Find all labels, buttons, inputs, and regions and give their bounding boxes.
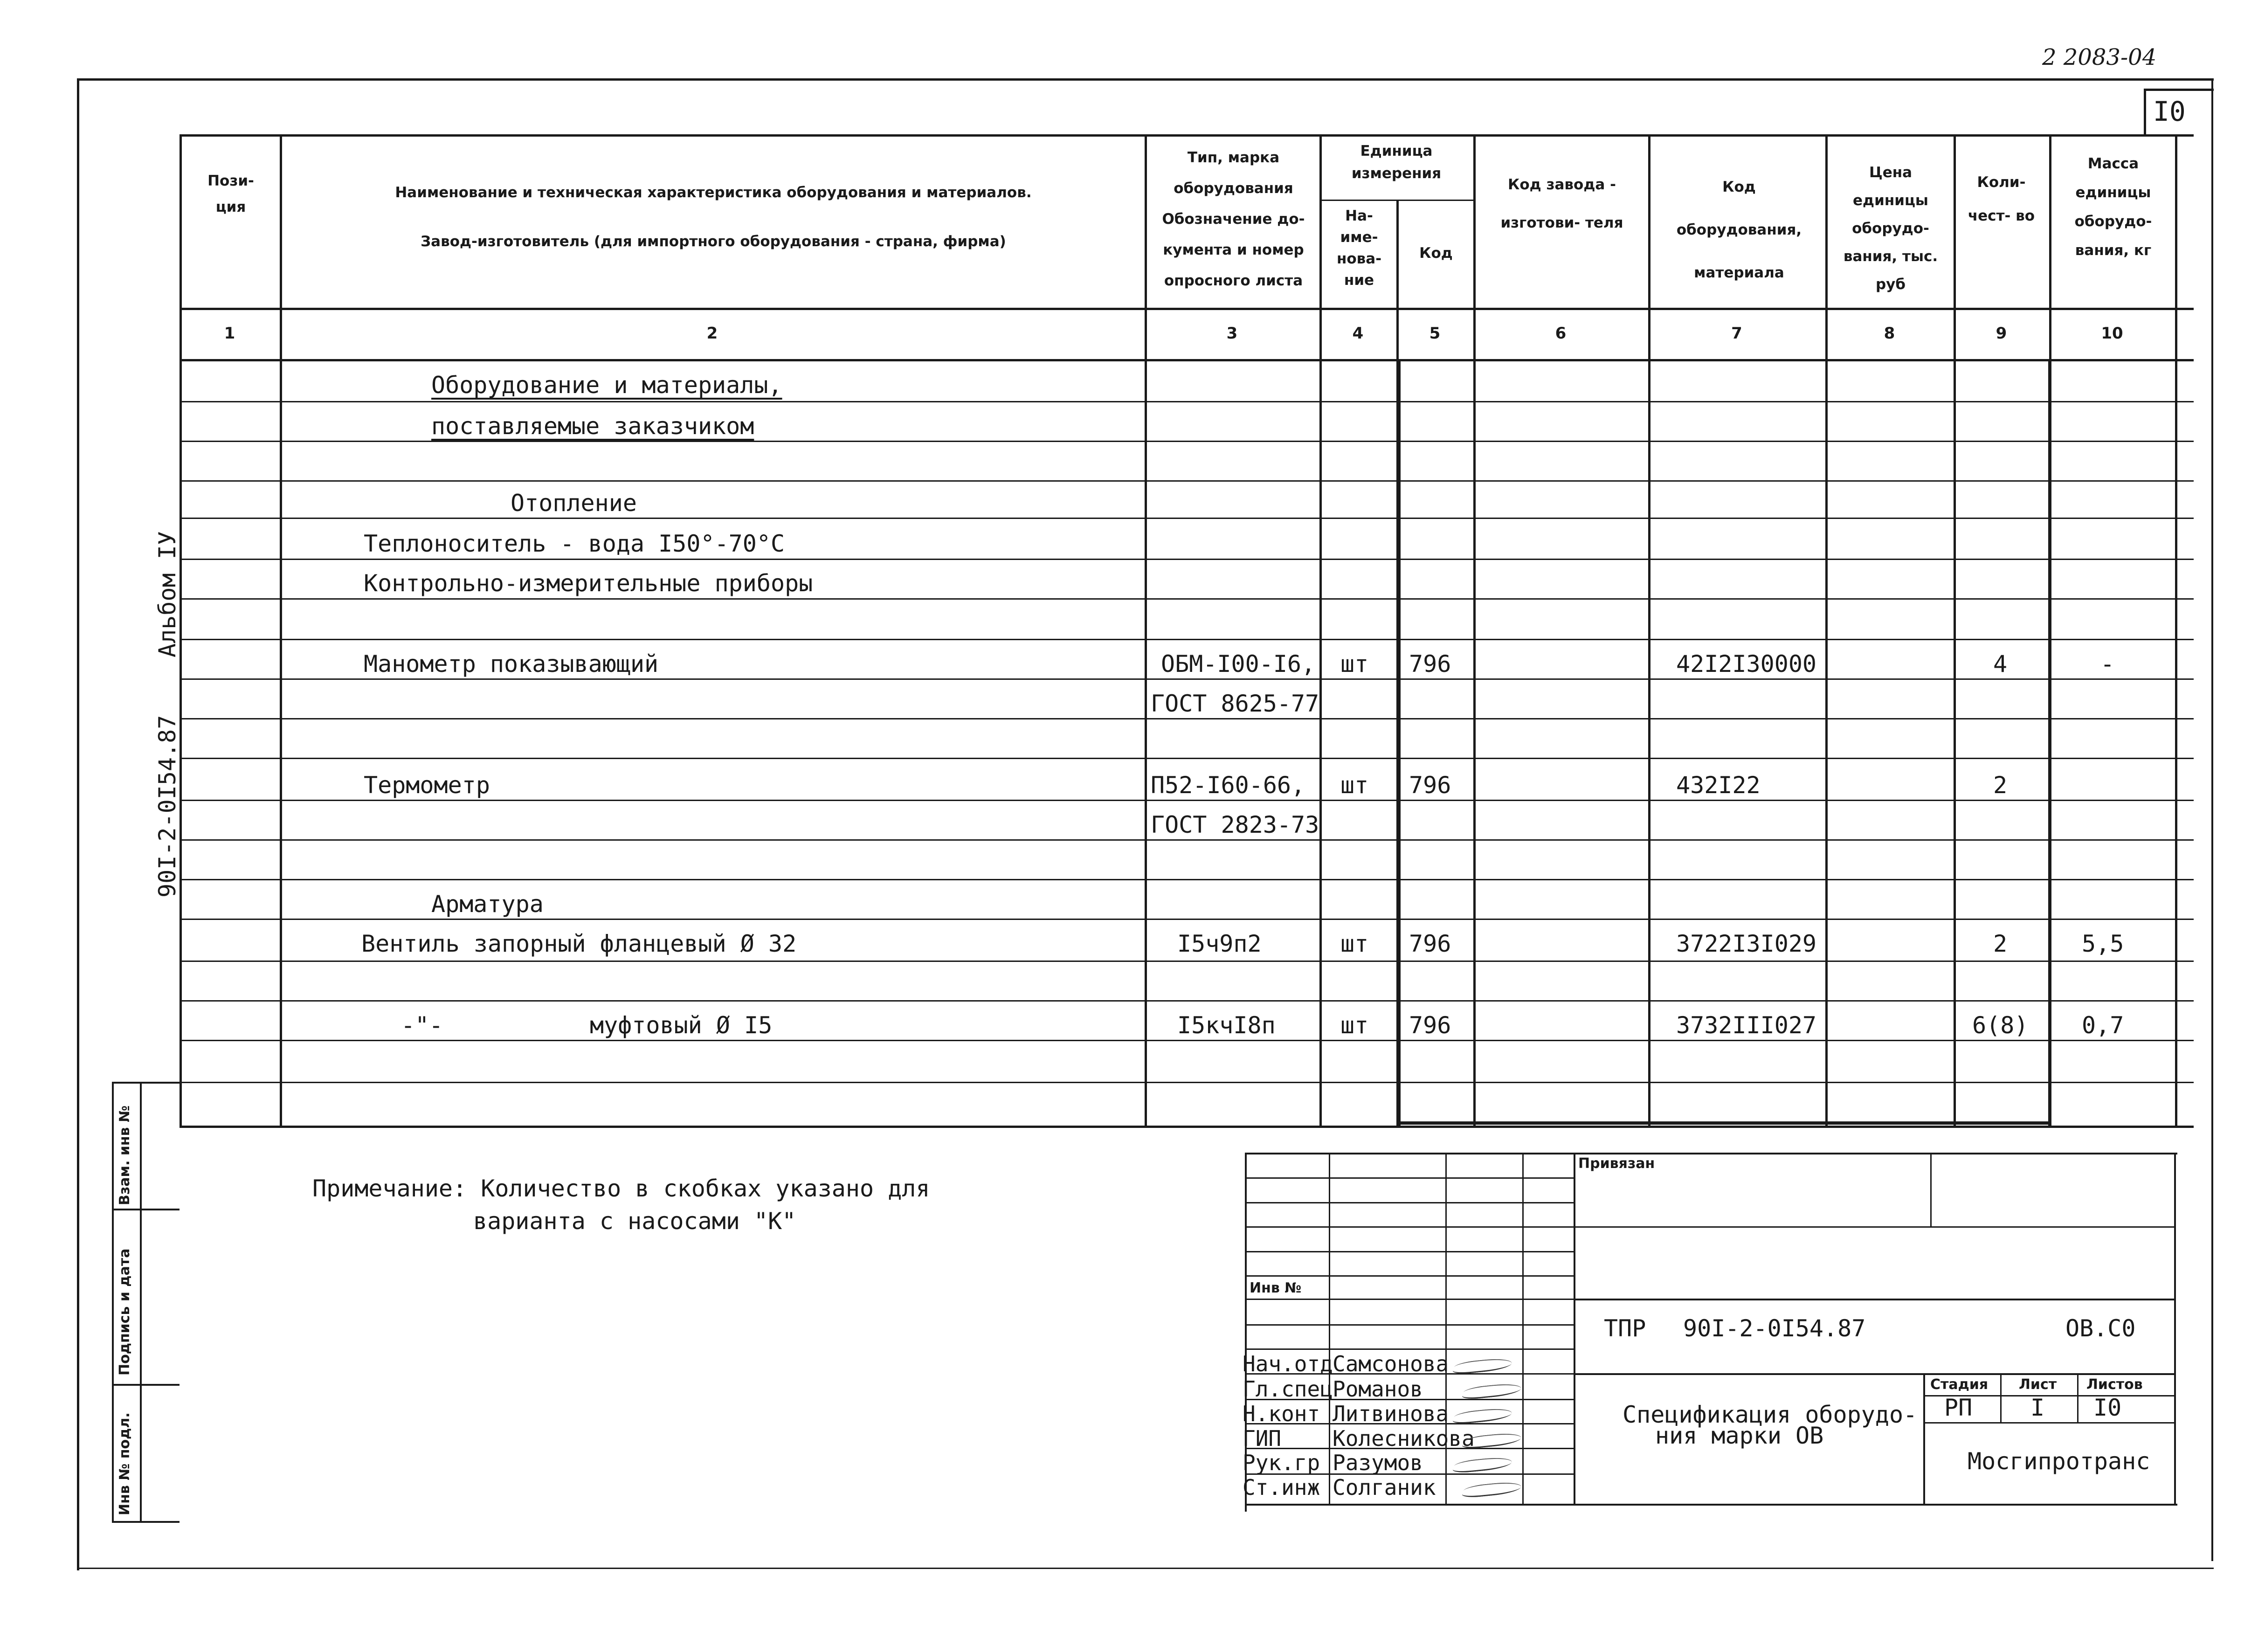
armatura-heading: Арматура <box>431 891 544 918</box>
row-line <box>180 800 2194 801</box>
tb-role: Ст.инж <box>1243 1475 1320 1500</box>
colnum-bottom-line <box>180 359 2194 361</box>
tb-role: Н.конт <box>1243 1401 1320 1426</box>
manometer-code: 796 <box>1409 650 1451 677</box>
row-line <box>180 639 2194 640</box>
col-number-8: 8 <box>1884 324 1895 343</box>
header-position: Пози- ция <box>207 173 254 215</box>
frame-left <box>77 78 79 1570</box>
col-number-9: 9 <box>1996 324 2007 343</box>
project-code-vertical: 90I-2-0I54.87 <box>154 715 181 898</box>
tb-v1 <box>1329 1153 1330 1505</box>
tb-role: Гл.спец <box>1243 1376 1333 1402</box>
header-quantity: Коли- чест- во <box>1968 174 2035 224</box>
valve-flange-unit: шт <box>1340 930 1369 957</box>
valve-flange-mass: 5,5 <box>2082 930 2124 957</box>
col-line-2 <box>1145 134 1147 1127</box>
tb-stage-v1 <box>2000 1373 2002 1423</box>
header-unit-code: Код <box>1419 245 1453 262</box>
col-line-10 <box>2175 134 2177 1127</box>
col-number-5: 5 <box>1429 324 1441 343</box>
valve-flange-qty: 2 <box>1993 930 2008 957</box>
header-unit-group: Единица измерения <box>1351 143 1442 182</box>
tb-stage: РП <box>1944 1394 1973 1421</box>
row-line <box>180 401 2194 402</box>
row-line <box>180 758 2194 759</box>
stamp-signature-date: Подпись и дата <box>117 1248 133 1376</box>
row-line <box>180 839 2194 841</box>
tb-v3 <box>1522 1153 1524 1505</box>
tb-person-name: Литвинова <box>1333 1401 1449 1426</box>
header-factory-code: Код завода - изготови- теля <box>1500 176 1623 231</box>
row-line <box>180 518 2194 519</box>
row-line <box>180 1040 2194 1041</box>
manometer-unit: шт <box>1340 650 1369 677</box>
signature-scribble <box>1461 1480 1524 1499</box>
tb-right <box>2174 1153 2176 1505</box>
tb-mark: ОВ.С0 <box>2065 1315 2136 1342</box>
frame-bottom-left <box>77 1568 2214 1569</box>
row-line <box>180 879 2194 880</box>
tb-person-name: Солганик <box>1333 1475 1436 1500</box>
note-line1: Примечание: Количество в скобках указано для <box>312 1175 930 1202</box>
col-line-3 <box>1319 134 1322 1127</box>
album-label: Альбом IУ <box>154 531 181 657</box>
stamp-top-line <box>112 1082 180 1084</box>
stamp-left-line <box>112 1082 114 1522</box>
section-title-line1: Оборудование и материалы, <box>431 372 782 399</box>
col-number-1: 1 <box>224 324 235 343</box>
tb-role: ГИП <box>1243 1426 1282 1451</box>
table-bottom-line <box>180 1126 2194 1128</box>
tb-person-name: Романов <box>1333 1376 1423 1402</box>
tb-tpr: ТПР <box>1604 1315 1646 1342</box>
tb-bottom <box>1245 1504 2177 1506</box>
header-bottom-line <box>180 308 2194 310</box>
tb-spec-title-2: ния марки ОВ <box>1655 1422 1824 1449</box>
col-number-2: 2 <box>706 324 718 343</box>
row-line <box>180 718 2194 719</box>
thermometer-type: П52-I60-66, <box>1151 772 1305 799</box>
tb-right-h2 <box>1574 1299 2175 1300</box>
tb-top <box>1245 1153 2177 1154</box>
stamp-bottom-line <box>112 1521 180 1523</box>
stamp-inv-podl: Инв № подл. <box>117 1412 133 1515</box>
col-line-7 <box>1825 134 1828 1127</box>
data-frame-left <box>1397 359 1401 1126</box>
tb-v4 <box>1574 1153 1575 1505</box>
sheet-box-left <box>2144 89 2146 135</box>
col-line-8 <box>1954 134 1956 1127</box>
stamp-mid-line <box>140 1082 142 1522</box>
valve-flange-material-code: 3722I3I029 <box>1676 930 1817 957</box>
row-line <box>180 961 2194 962</box>
header-mass: Масса единицы оборудо- вания, кг <box>2074 155 2152 259</box>
tb-grid-line <box>1245 1348 1574 1350</box>
tb-v2 <box>1445 1153 1447 1505</box>
section-title-line2: поставляемые заказчиком <box>431 413 754 440</box>
tb-sheets-label: Листов <box>2086 1376 2143 1393</box>
row-line <box>180 559 2194 560</box>
thermometer-qty: 2 <box>1993 772 2008 799</box>
col-number-7: 7 <box>1731 324 1742 343</box>
thermometer-code: 796 <box>1409 772 1451 799</box>
stamp-replaced-inv: Взам. инв № <box>117 1105 133 1205</box>
kip-heading: Контрольно-измерительные приборы <box>364 570 813 597</box>
frame-right <box>2211 78 2213 1561</box>
sheet-box-top <box>2144 89 2214 91</box>
frame-top <box>77 78 2214 81</box>
signature-scribble <box>1461 1382 1524 1400</box>
col-line-6 <box>1648 134 1650 1127</box>
sheet-number: I0 <box>2153 96 2186 127</box>
thermometer-material-code: 432I22 <box>1676 772 1761 799</box>
data-frame-right <box>2048 359 2051 1126</box>
signature-scribble <box>1451 1407 1514 1425</box>
tb-project: 90I-2-0I54.87 <box>1683 1315 1866 1342</box>
tb-grid-line <box>1245 1226 1574 1228</box>
manometer-gost: ГОСТ 8625-77 <box>1151 690 1319 717</box>
tb-stage-h2 <box>1923 1422 2175 1424</box>
tb-sheets: I0 <box>2093 1394 2122 1421</box>
valve-coupling-name: муфтовый Ø I5 <box>590 1012 773 1039</box>
header-name-line1: Наименование и техническая характеристика оборудования и материалов. <box>395 184 1032 201</box>
tb-person-name: Разумов <box>1333 1450 1423 1475</box>
tb-person-name: Колесникова <box>1333 1426 1475 1451</box>
signature-scribble <box>1451 1357 1514 1375</box>
section-heating: Отопление <box>511 490 637 517</box>
valve-flange-type: I5ч9п2 <box>1177 930 1262 957</box>
tb-person-name: Самсонова <box>1333 1351 1449 1376</box>
data-frame-bottom <box>1397 1121 2051 1125</box>
thermometer-unit: шт <box>1340 772 1369 799</box>
col-line-1 <box>280 134 282 1127</box>
manometer-qty: 4 <box>1993 650 2008 677</box>
col-line-5 <box>1473 134 1476 1127</box>
valve-coupling-unit: шт <box>1340 1012 1369 1039</box>
col-number-4: 4 <box>1352 324 1364 343</box>
valve-coupling-type: I5кчI8п <box>1177 1012 1276 1039</box>
table-top-line <box>180 134 2194 137</box>
valve-flange-name: Вентиль запорный фланцевый Ø 32 <box>361 930 797 957</box>
tb-grid-line <box>1245 1202 1574 1203</box>
tb-stage-left <box>1923 1373 1925 1504</box>
heat-carrier: Теплоноситель - вода I50°-70°С <box>364 530 785 557</box>
row-line <box>180 441 2194 442</box>
header-price: Цена единицы оборудо- вания, тыс. руб <box>1843 164 1938 293</box>
note-line2: варианта с насосами "К" <box>473 1208 796 1235</box>
row-line <box>180 480 2194 482</box>
tb-right-h1 <box>1574 1226 2175 1228</box>
row-line <box>180 919 2194 920</box>
tb-role: Рук.гр <box>1243 1450 1320 1475</box>
tb-grid-line <box>1245 1251 1574 1252</box>
row-line <box>180 678 2194 680</box>
valve-coupling-mass: 0,7 <box>2082 1012 2124 1039</box>
row-line <box>180 1082 2194 1083</box>
tb-sheet-label: Лист <box>2019 1376 2057 1393</box>
row-line <box>180 598 2194 600</box>
manometer-mass: - <box>2100 650 2115 677</box>
tb-stage-label: Стадия <box>1930 1376 1989 1393</box>
tb-role: Нач.отд <box>1243 1351 1333 1376</box>
tb-grid-line <box>1245 1177 1574 1179</box>
document-number: 2 2083-04 <box>2042 44 2157 70</box>
row-line <box>180 1000 2194 1002</box>
tb-privyazan-label: Привязан <box>1578 1155 1655 1172</box>
tb-right-h3 <box>1574 1373 2175 1375</box>
tb-grid-line <box>1245 1275 1574 1277</box>
stamp-sep-1 <box>112 1209 180 1210</box>
tb-grid-line <box>1245 1324 1574 1326</box>
tb-spec-title-1: Спецификация оборудо- <box>1623 1401 1918 1428</box>
header-type: Тип, марка оборудования Обозначение до- кумента и номер опросного листа <box>1162 149 1305 289</box>
header-name-line2: Завод-изготовитель (для импортного оборудования - страна, фирма) <box>421 233 1006 250</box>
tb-inv-no: Инв № <box>1250 1280 1302 1296</box>
thermometer-gost: ГОСТ 2823-73 <box>1151 811 1319 838</box>
manometer-material-code: 42I2I30000 <box>1676 650 1817 677</box>
valve-coupling-code: 796 <box>1409 1012 1451 1039</box>
tb-privyazan-split <box>1930 1153 1932 1227</box>
stamp-sep-2 <box>112 1384 180 1386</box>
thermometer-name: Термометр <box>364 772 490 799</box>
header-material-code: Код оборудования, материала <box>1676 179 1802 281</box>
header-unit-name: На- име- нова- ние <box>1336 207 1382 289</box>
col-number-6: 6 <box>1555 324 1567 343</box>
tb-organization: Мосгипротранс <box>1968 1448 2150 1475</box>
col-number-10: 10 <box>2101 324 2123 343</box>
valve-coupling-material-code: 3732III027 <box>1676 1012 1817 1039</box>
tb-sheet: I <box>2030 1394 2045 1421</box>
valve-flange-code: 796 <box>1409 930 1451 957</box>
manometer-name: Манометр показывающий <box>364 650 659 677</box>
tb-grid-line <box>1245 1299 1574 1300</box>
col-number-3: 3 <box>1226 324 1238 343</box>
manometer-type: ОБМ-I00-I6, <box>1161 650 1316 677</box>
signature-scribble <box>1451 1456 1514 1474</box>
valve-coupling-qty: 6(8) <box>1972 1012 2029 1039</box>
valve-coupling-ditto: -"- <box>401 1012 443 1039</box>
tb-stage-v2 <box>2077 1373 2078 1423</box>
